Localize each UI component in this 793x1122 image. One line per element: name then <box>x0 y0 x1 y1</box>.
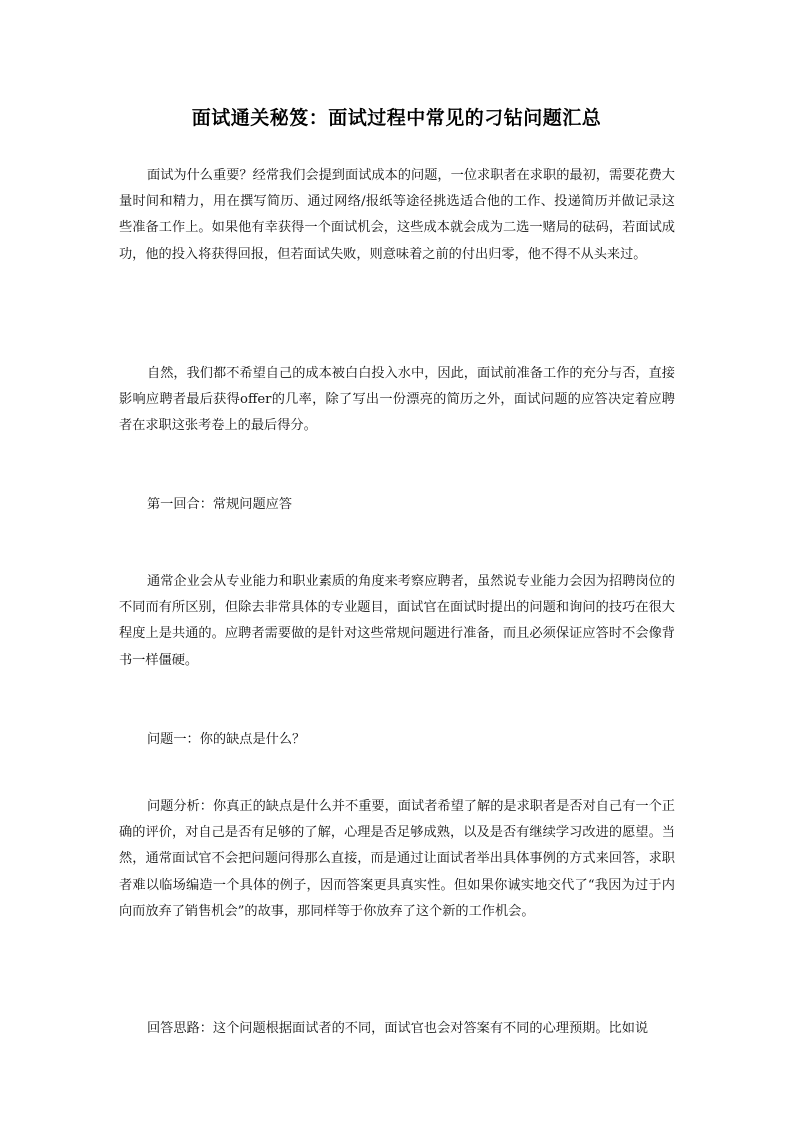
question-heading-weakness: 问题一：你的缺点是什么？ <box>147 732 306 747</box>
document-title: 面试通关秘笈：面试过程中常见的刁钻问题汇总 <box>191 107 602 129</box>
section-heading-round-one: 第一回合：常规问题应答 <box>147 497 293 512</box>
paragraph-question-analysis: 问题分析：你真正的缺点是什么并不重要，面试者希望了解的是求职者是否对自己有一个正确的评价，对自己是否有足够的了解，心理是否足够成熟，以及是否有继续学习改进的愿望。当然，通常面试官不会把问题问得那么直接，而是通过让面试者举出具体事例的方式来回答，求职者难以临场编造一个具体的例子，因而答案更具真实性。但如果你诚实地交代了“我因为过于内向而放弃了销售机会”的故事，那同样等于你放弃了这个新的工作机会。 <box>119 799 675 919</box>
paragraph-interview-importance: 面试为什么重要？经常我们会提到面试成本的问题，一位求职者在求职的最初，需要花费大量时间和精力，用在撰写简历、通过网络/报纸等途径挑选适合他的工作、投递简历并做记录这些准备工作上。如果他有幸获得一个面试机会，这些成本就会成为二选一赌局的砝码，若面试成功，他的投入将获得回报，但若面试失败，则意味着之前的付出归零，他不得不从头来过。 <box>119 168 675 262</box>
paragraph-answer-approach: 回答思路：这个问题根据面试者的不同，面试官也会对答案有不同的心理预期。比如说 <box>147 1021 649 1036</box>
paragraph-common-questions: 通常企业会从专业能力和职业素质的角度来考察应聘者，虽然说专业能力会因为招聘岗位的不同而有所区别，但除去非常具体的专业题目，面试官在面试时提出的问题和询问的技巧在很大程度上是共通的。应聘者需要做的是针对这些常规问题进行准备，而且必须保证应答时不会像背书一样僵硬。 <box>119 574 675 668</box>
paragraph-preparation: 自然，我们都不希望自己的成本被白白投入水中，因此，面试前准备工作的充分与否，直接影响应聘者最后获得offer的几率，除了写出一份漂亮的简历之外，面试问题的应答决定着应聘者在求职这张考卷上的最后得分。 <box>119 366 675 434</box>
